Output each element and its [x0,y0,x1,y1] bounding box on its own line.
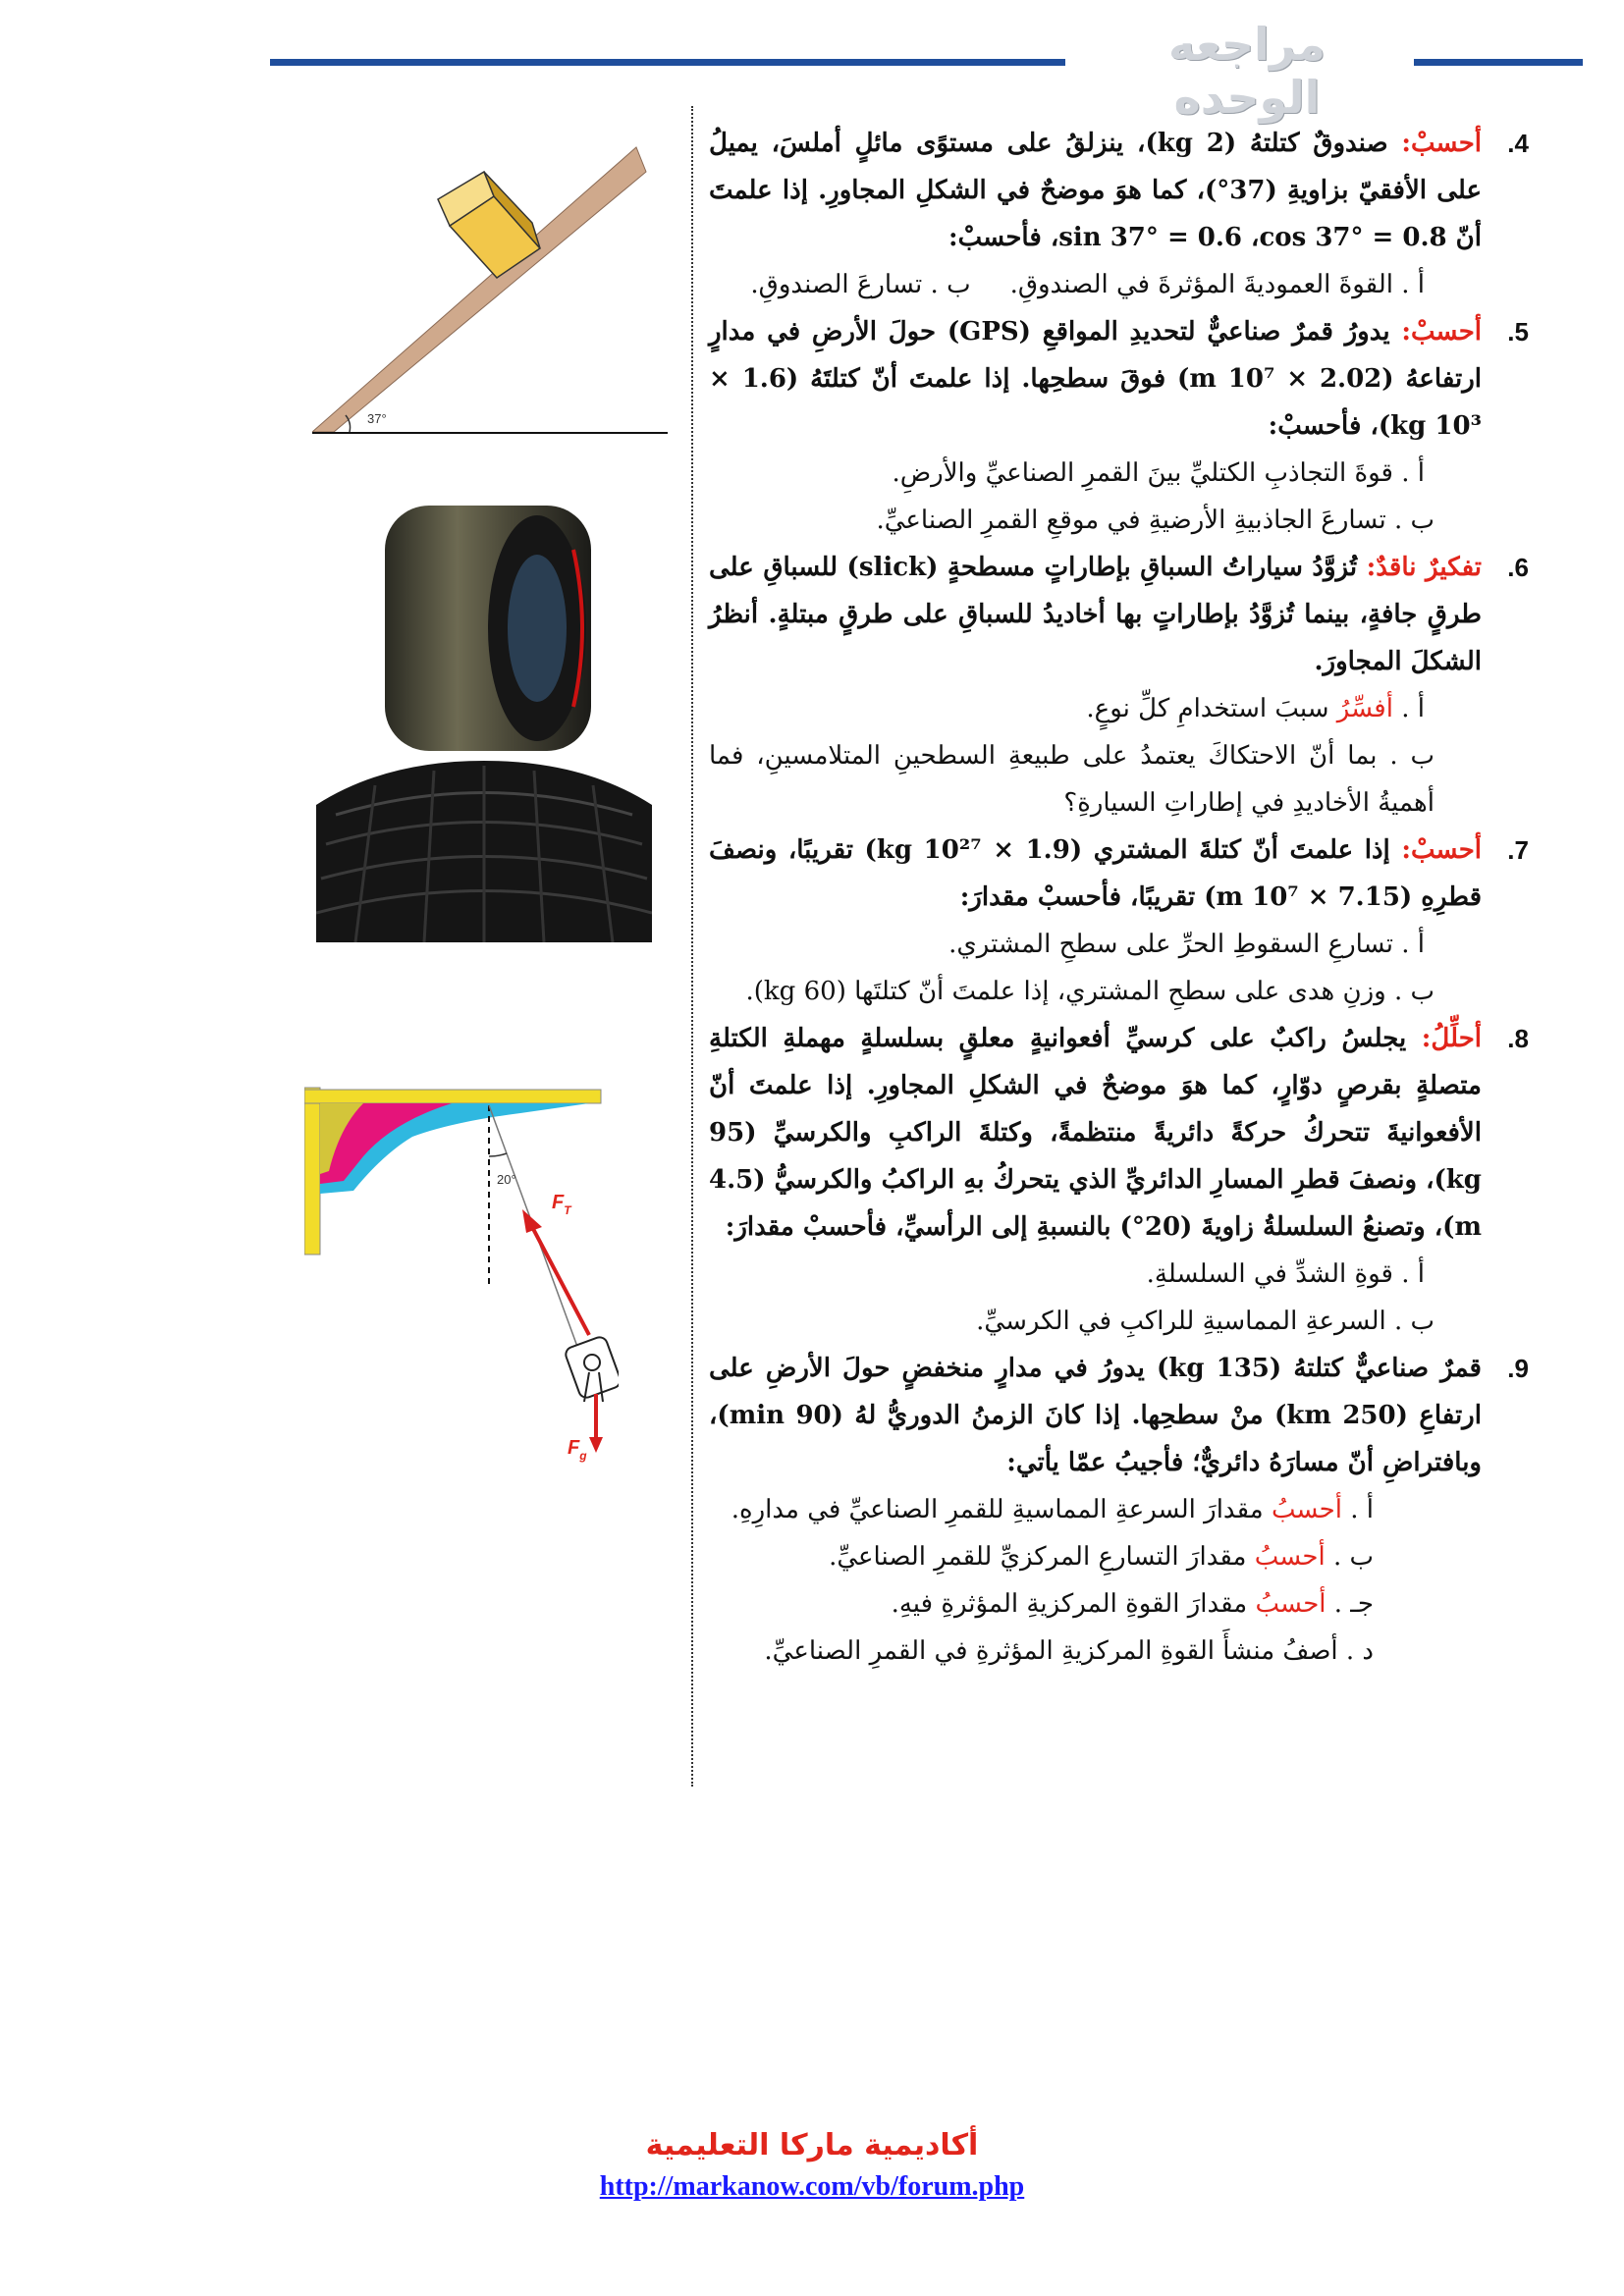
question-stem: تفكيرٌ ناقدٌ: تُزوَّدُ سياراتُ السباقِ بإطاراتٍ مسطحةٍ (slick) للسباقِ على طرقٍ جافةٍ، بينما تُزوَّدُ بإطاراتٍ بها أخاديدُ للسباقِ على طرقٍ مبتلةٍ. أنظرُ الشكلَ المجاورَ. [709,553,1482,676]
part-a: أ . أفسِّرُ سببَ استخدامِ كلِّ نوعٍ. [1086,694,1425,723]
part-b: ب . أحسبُ مقدارَ التسارعِ المركزيِّ للقمرِ الصناعيِّ. [829,1542,1374,1572]
instruction-verb: أحسبُ [1271,1495,1342,1524]
ride-arm [304,1090,601,1103]
question-number: 7. [1507,835,1529,865]
grooved-tire [316,761,652,942]
question-number: 6. [1507,553,1529,582]
question-stem: أحسبْ: صندوقٌ كتلتهُ (2 kg)، ينزلقُ على مستوًى مائلٍ أملسَ، يميلُ على الأفقيّ بزاويةِ (37°)، كما هوَ موضحٌ في الشكلِ المجاورِ. إذا علمتَ أنّ sin 37° = 0.6 ،cos 37° = 0.8، فأحسبْ: [709,129,1482,252]
part-a: أ . قوةَ التجاذبِ الكتليِّ بينَ القمرِ الصناعيِّ والأرضِ. [892,458,1425,488]
part-c: جـ . أحسبُ مقدارَ القوةِ المركزيةِ المؤثرةِ فيهِ. [891,1589,1374,1619]
instruction-verb: أحسبُ [1254,1542,1326,1572]
question-stem: أحسبْ: إذا علمتَ أنّ كتلةَ المشتري (1.9 × 10²⁷ kg) تقريبًا، ونصفَ قطرِهِ (7.15 × 10⁷ m) تقريبًا، فأحسبْ مقدارَ: [709,835,1482,912]
ride-pillar [304,1088,320,1255]
instruction-verb: أحسبْ: [1401,317,1482,347]
question-9 [709,1345,1529,1675]
part-a: أ . تسارعِ السقوطِ الحرِّ على سطحِ المشتري. [948,930,1425,959]
incline-figure [312,133,671,439]
part-d: د . أصفُ منشأَ القوةِ المركزيةِ المؤثرةِ في القمرِ الصناعيِّ. [764,1636,1374,1666]
header-rule-right [1414,59,1583,66]
ride-angle-label: 20° [497,1172,516,1187]
question-stem: قمرٌ صناعيٌّ كتلتهُ (135 kg) يدورُ في مدارٍ منخفضٍ حولَ الأرضِ على ارتفاعِ (250 km) منْ سطحِها. إذا كانَ الزمنُ الدوريُّ لهُ (90 min)، وبافتراضِ أنّ مسارَهُ دائريٌّ؛ فأجيبُ عمّا يأتي: [709,1354,1482,1477]
question-number: 8. [1507,1024,1529,1053]
question-stem: أحلِّلُ: يجلسُ راكبٌ على كرسيِّ أفعوانيةٍ معلقٍ بسلسلةٍ مهملةِ الكتلةِ متصلةٍ بقرصٍ دوّارٍ، كما هوَ موضحٌ في الشكلِ المجاورِ. إذا علمتَ أنّ الأفعوانيةَ تتحركُ حركةً دائريةً منتظمةً، وكتلةَ الراكبِ والكرسيِّ (95 kg)، ونصفَ قطرِ المسارِ الدائريِّ الذي يتحركُ بهِ الراكبُ والكرسيُّ (4.5 m)، وتصنعُ السلسلةُ زاويةَ (20°) بالنسبةِ إلى الرأسيِّ، فأحسبْ مقدارَ: [709,1024,1482,1242]
incline-angle-label: 37° [367,411,387,426]
question-parts [709,261,1482,308]
ride-angle-arc [489,1153,507,1156]
question-7 [709,827,1529,1015]
rider-seat [564,1335,619,1402]
page-title: مراجعه الوحده [1168,18,1326,124]
instruction-verb: أحسبْ: [1401,129,1482,158]
question-5 [709,308,1529,544]
question-8 [709,1015,1529,1345]
question-4 [709,120,1529,308]
part-a: أ . قوةِ الشدِّ في السلسلةِ. [1146,1259,1425,1289]
questions-column [709,120,1529,1675]
footer-link[interactable]: http://markanow.com/vb/forum.php [599,2171,1025,2202]
part-b: ب . بما أنّ الاحتكاكَ يعتمدُ على طبيعةِ السطحينِ المتلامسينِ، فما أهميةُ الأخاديدِ في إطاراتِ السيارةِ؟ [709,741,1435,818]
header-rule-left [270,59,1065,66]
question-stem: أحسبْ: يدورُ قمرٌ صناعيٌّ لتحديدِ المواقعِ (GPS) حولَ الأرضِ في مدارٍ ارتفاعهُ (2.02 × 10⁷ m) فوقَ سطحِها. إذا علمتَ أنّ كتلتَهُ (1.6 × 10³ kg)، فأحسبْ: [709,317,1483,441]
slick-tire [385,506,591,751]
part-b: ب . تسارعَ الجاذبيةِ الأرضيةِ في موقعِ القمرِ الصناعيِّ. [876,506,1435,535]
tires-figure [316,491,652,942]
tension-arrow [522,1209,589,1335]
part-a: أ . القوةَ العموديةَ المؤثرةَ في الصندوقِ. [1009,270,1425,299]
instruction-verb: أحلِّلُ: [1421,1024,1482,1053]
question-6 [709,544,1529,827]
footer-academy-name: أكاديمية ماركا التعليمية [645,2128,979,2163]
gravity-label: $F_g$ [568,1437,587,1463]
question-number: 5. [1507,317,1529,347]
question-number: 9. [1507,1354,1529,1383]
instruction-verb: أحسبُ [1255,1589,1326,1619]
part-b: ب . وزنِ هدى على سطحِ المشتري، إذا علمتَ أنّ كتلتَها (60 kg). [745,977,1435,1006]
question-number: 4. [1507,129,1529,158]
part-b: ب . تسارعَ الصندوقِ. [750,270,971,299]
part-b: ب . السرعةِ المماسيةِ للراكبِ في الكرسيِّ. [976,1307,1435,1336]
column-divider [691,106,693,1787]
tension-label: $F_T$ [552,1192,571,1217]
part-a: أ . أحسبُ مقدارَ السرعةِ المماسيةِ للقمرِ الصناعيِّ في مدارِهِ. [731,1495,1374,1524]
instruction-verb: تفكيرٌ ناقدٌ: [1366,553,1482,582]
instruction-verb: أحسبْ: [1401,835,1482,865]
gravity-arrow [589,1394,603,1453]
ride-figure [304,1078,619,1470]
instruction-verb: أفسِّرُ [1336,694,1393,723]
